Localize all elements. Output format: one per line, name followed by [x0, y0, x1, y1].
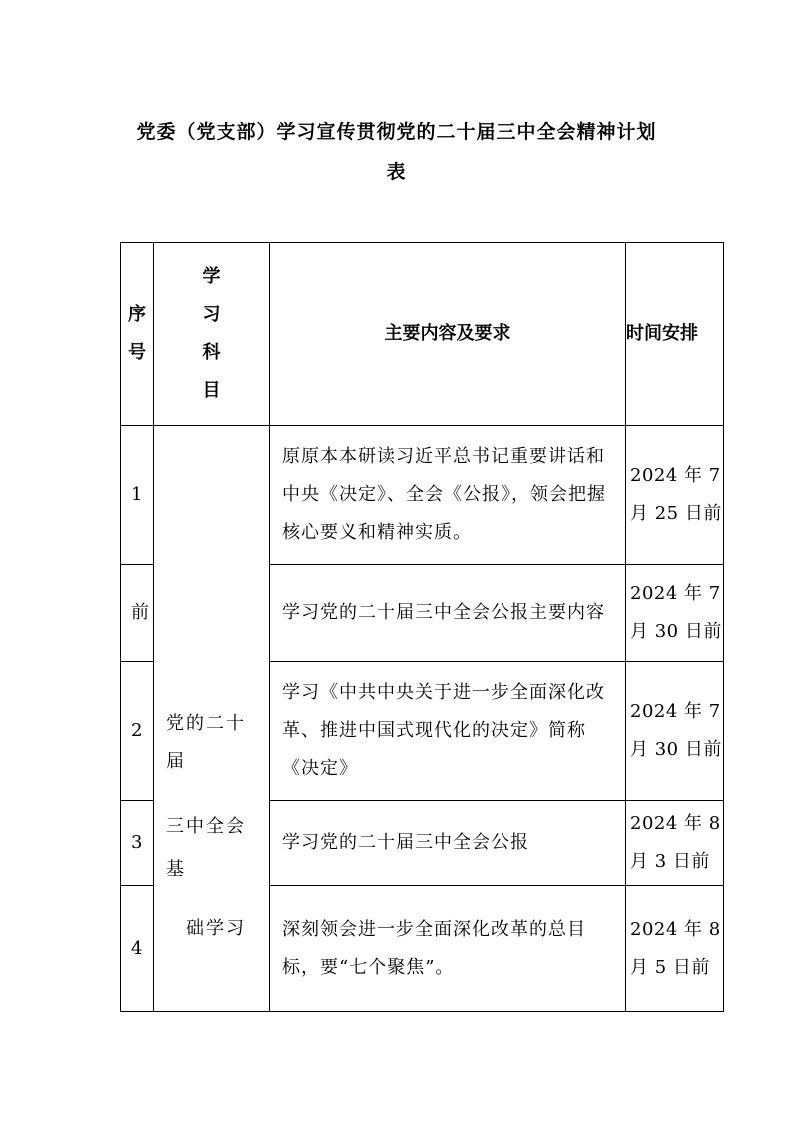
row-seq: 1	[121, 426, 154, 565]
document-title-line-1: 党委（党支部）学习宣传贯彻党的二十届三中全会精神计划	[136, 121, 657, 143]
header-seq	[121, 243, 154, 426]
subject-cell	[154, 426, 270, 1012]
header-subject-char-1: 学	[202, 266, 221, 287]
row-seq: 3	[121, 801, 154, 886]
subject-text-4: 基	[166, 859, 186, 880]
row-time-line-2: 月 25 日前	[630, 503, 722, 524]
row-content: 学习党的二十届三中全会公报	[270, 801, 626, 886]
subject-text-5: 础学习	[186, 918, 246, 939]
row-seq: 前	[121, 565, 154, 662]
row-time	[626, 662, 724, 801]
row-time-line-2: 月 3 日前	[630, 851, 710, 872]
header-time: 时间安排	[626, 243, 724, 426]
row-content: 学习《中共中央关于进一步全面深化改革、推进中国式现代化的决定》简称《决定》	[270, 662, 626, 801]
row-time-line-1: 2024 年 8	[630, 813, 721, 834]
header-subject-char-2: 习	[202, 304, 221, 325]
subject-text-3: 三中全会	[166, 816, 246, 837]
row-seq: 4	[121, 886, 154, 1012]
header-subject-char-4: 目	[202, 380, 221, 401]
header-seq-char-2: 号	[128, 342, 146, 363]
row-time-line-2: 月 30 日前	[630, 739, 722, 760]
table-header-row	[121, 243, 724, 426]
table-row	[121, 426, 724, 565]
row-content: 深刻领会进一步全面深化改革的总目标，要“七个聚焦”。	[270, 886, 626, 1012]
header-subject-char-3: 科	[202, 342, 221, 363]
row-time	[626, 565, 724, 662]
row-content: 原原本本研读习近平总书记重要讲话和中央《决定》、全会《公报》，领会把握核心要义和精神实质。	[270, 426, 626, 565]
header-content: 主要内容及要求	[270, 243, 626, 426]
header-subject	[154, 243, 270, 426]
row-time	[626, 801, 724, 886]
header-seq-char-1: 序	[128, 304, 146, 325]
row-time-line-2: 月 30 日前	[630, 621, 722, 642]
document-title-line-2: 表	[386, 161, 407, 183]
subject-text-1: 党的二十	[166, 713, 246, 734]
row-content: 学习党的二十届三中全会公报主要内容	[270, 565, 626, 662]
row-time-line-1: 2024 年 7	[630, 701, 721, 722]
subject-text-2: 届	[166, 751, 186, 772]
row-time-line-1: 2024 年 7	[630, 465, 721, 486]
study-plan-table	[120, 242, 724, 1012]
row-time-line-1: 2024 年 7	[630, 583, 721, 604]
row-time-line-1: 2024 年 8	[630, 918, 721, 940]
row-seq: 2	[121, 662, 154, 801]
row-time-line-2: 月 5 日前	[630, 956, 710, 978]
row-time	[626, 886, 724, 1012]
row-time	[626, 426, 724, 565]
